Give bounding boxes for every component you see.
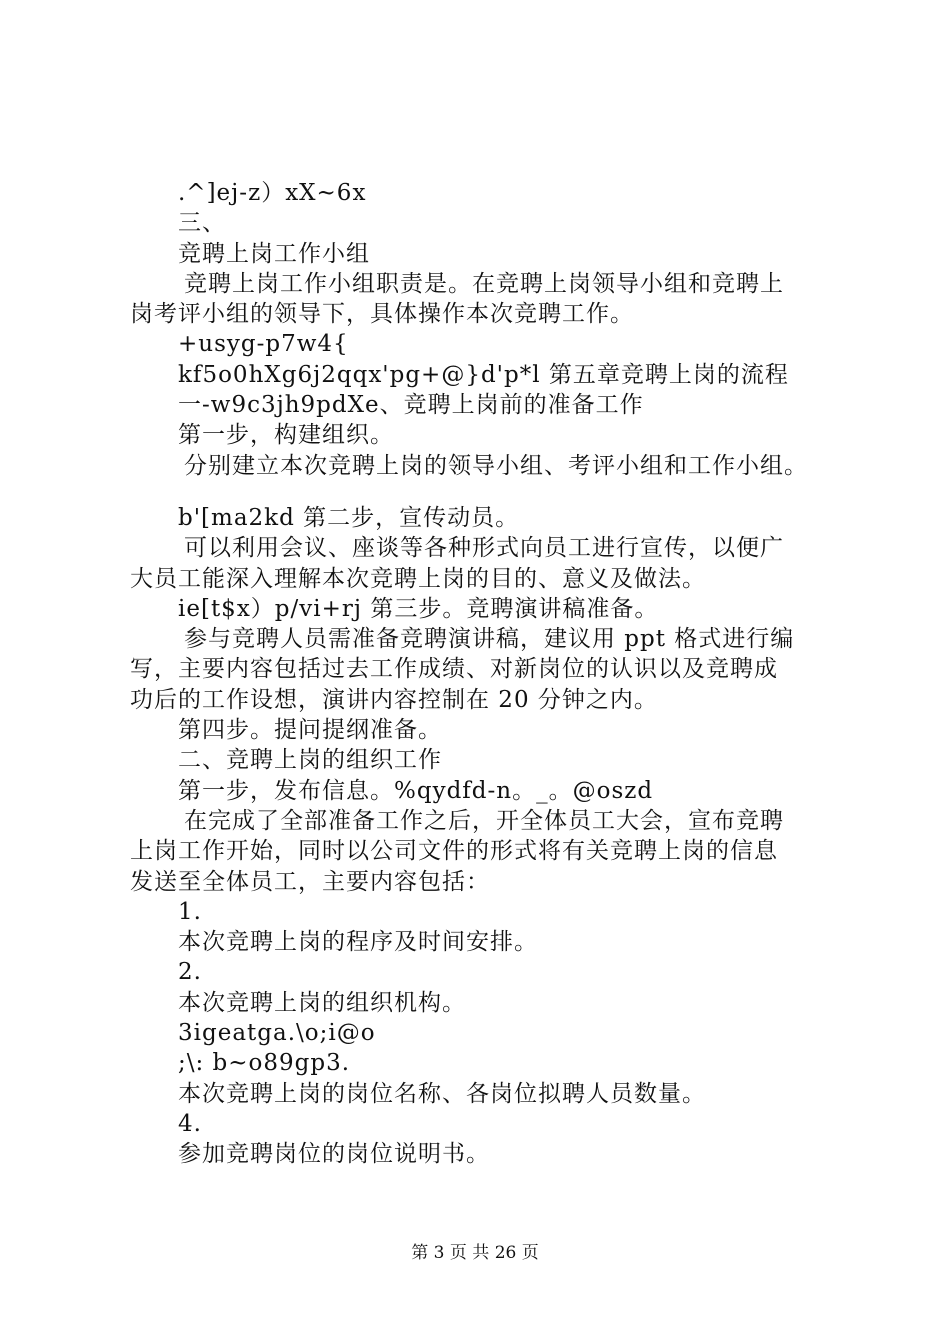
step-heading: 第一步，发布信息。%qydfd-n。_。@oszd (178, 777, 654, 804)
list-number: 2. (178, 959, 202, 986)
list-item: 本次竞聘上岗的组织机构。 (178, 989, 466, 1016)
paragraph-line: 参与竞聘人员需准备竞聘演讲稿，建议用 ppt 格式进行编 (184, 626, 795, 653)
document-body (130, 178, 850, 1170)
list-item: 本次竞聘上岗的程序及时间安排。 (178, 929, 538, 956)
section-heading: 二、竞聘上岗的组织工作 (178, 747, 442, 774)
paragraph-line: 竞聘上岗工作小组职责是。在竞聘上岗领导小组和竞聘上 (184, 270, 784, 297)
text-line: .^]ej-z）xX~6x (178, 180, 367, 206)
section-heading: 一-w9c3jh9pdXe、竞聘上岗前的准备工作 (178, 392, 644, 419)
chapter-heading: kf5o0hXg6j2qqx'pg+@}d'p*l 第五章竞聘上岗的流程 (178, 361, 789, 388)
paragraph-line: 上岗工作开始，同时以公司文件的形式将有关竞聘上岗的信息 (130, 838, 778, 865)
list-item: 参加竞聘岗位的岗位说明书。 (178, 1141, 490, 1168)
page-footer: 第 3 页 共 26 页 (411, 1243, 539, 1263)
paragraph-line: 分别建立本次竞聘上岗的领导小组、考评小组和工作小组。 (184, 452, 808, 479)
step-heading: b'[ma2kd 第二步，宣传动员。 (178, 504, 520, 531)
text-line: 3igeatga.\o;i@o (178, 1020, 376, 1047)
paragraph-line: 写，主要内容包括过去工作成绩、对新岗位的认识以及竞聘成 (130, 656, 778, 683)
text-line: +usyg-p7w4{ (178, 331, 349, 358)
paragraph-line: 功后的工作设想，演讲内容控制在 20 分钟之内。 (130, 686, 658, 713)
text-line: ;\: b~o89gp3. (178, 1050, 351, 1077)
list-number: 1. (178, 898, 202, 925)
paragraph-line: 发送至全体员工，主要内容包括： (130, 868, 490, 895)
step-heading: ie[t$x）p/vi+rj 第三步。竞聘演讲稿准备。 (178, 595, 659, 622)
step-heading: 第一步，构建组织。 (178, 422, 394, 449)
paragraph-line: 岗考评小组的领导下，具体操作本次竞聘工作。 (130, 301, 634, 328)
text-line: 三、 (178, 210, 226, 237)
paragraph-line: 大员工能深入理解本次竞聘上岗的目的、意义及做法。 (130, 565, 706, 592)
section-heading: 竞聘上岗工作小组 (178, 240, 370, 267)
list-item: 本次竞聘上岗的岗位名称、各岗位拟聘人员数量。 (178, 1080, 706, 1107)
list-number: 4. (178, 1110, 202, 1137)
paragraph-gap (130, 481, 850, 503)
step-heading: 第四步。提问提纲准备。 (178, 717, 442, 744)
paragraph-line: 可以利用会议、座谈等各种形式向员工进行宣传，以便广 (184, 535, 784, 562)
paragraph-line: 在完成了全部准备工作之后，开全体员工大会，宣布竞聘 (184, 807, 784, 834)
